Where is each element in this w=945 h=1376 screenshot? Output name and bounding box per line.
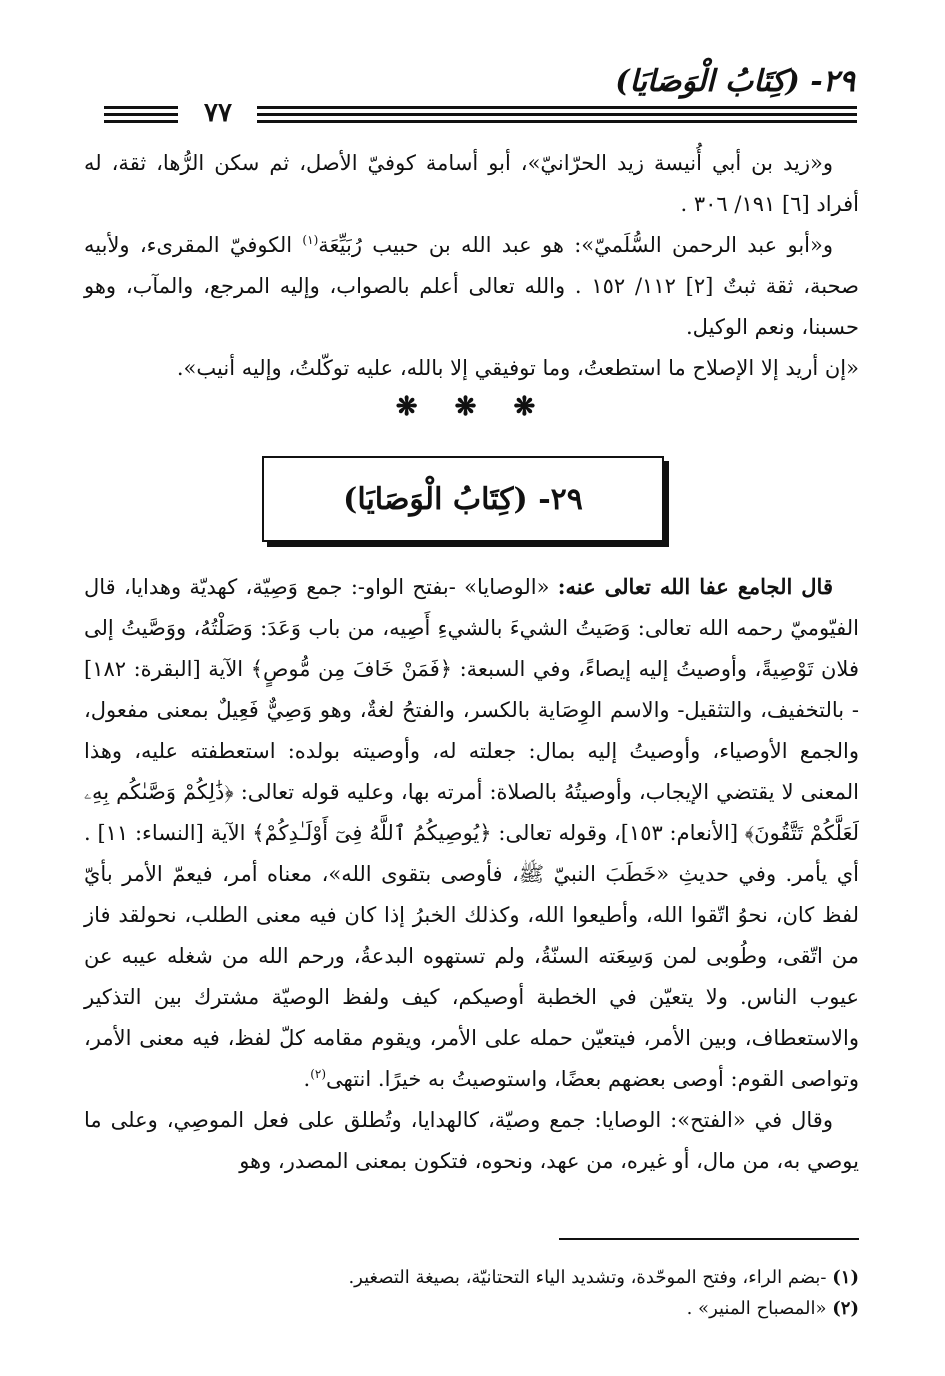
paragraph-quran-quote: «إن أريد إلا الإصلاح ما استطعتُ، وما توفيقي إلا بالله، عليه توكّلتُ، وإليه أنيب».: [176, 356, 859, 380]
footnote-rule: [559, 1238, 859, 1240]
footnote-marker: (٢): [310, 1067, 327, 1081]
lead-bold: قال الجامع عفا الله تعالى عنه:: [557, 574, 833, 599]
header-rule: [104, 113, 178, 116]
footnote-marker: (٢): [832, 1298, 859, 1319]
footnote-marker: (١): [832, 1267, 859, 1288]
main-text-block: [84, 566, 859, 1182]
footnote-item: [84, 1293, 859, 1324]
header-rule: [257, 106, 857, 109]
footnote-marker: (١): [302, 233, 319, 247]
sulami-text-continued: الكوفيّ المقرىء، ولأبيه صحبة، ثقة ثبتٌ [٢] ١١٢/ ١٥٢ . والله تعالى أعلم بالصواب، وإليه المرجع، والمآب، وهو حسبنا، ونعم الوكيل.: [84, 233, 859, 339]
top-text-block: [84, 143, 859, 389]
header-rule: [257, 120, 857, 123]
paragraph-sulami: [84, 225, 859, 348]
main-paragraph-1-end: .: [303, 1067, 311, 1091]
paragraph-zaid: و«زيد بن أبي أُنيسة زيد الحرّانيّ»، أبو أسامة كوفيّ الأصل، ثم سكن الرُّها، ثقة، له أفراد [٦] ١٩١/ ٣٠٦ .: [84, 151, 859, 216]
main-paragraph-1-text: «الوصايا» -بفتح الواو-: جمع وَصِيّة، كهديّة وهدايا، قال الفيّوميّ رحمه الله تعالى: وَصَيتُ الشيءَ بالشيءِ أَصِيه، من باب وَعَدَ: وَصَلْتُهُ، ووَصَّيتُ إلى فلان تَوْصِيةً، وأوصيتُ إليه إيصاءً، وفي السبعة: ﴿فَمَنْ خَافَ مِن مُّوصٍ﴾ الآية [البقرة: ١٨٢] - بالتخفيف، والتثقيل- والاسم الوِصَاية بالكسر، والفتحُ لغةٌ، وهو وَصِيٌّ فَعِيلٌ بمعنى مفعول، والجمع الأوصياء، وأوصيتُ إليه بمال: جعلته له، وأوصيته بولده: استعطفته عليه، وهذا المعنى لا يقتضي الإيجاب، وأوصيتُهُ بالصلاة: أمرته بها، وعليه قوله تعالى: ﴿ذَٰلِكُمْ وَصَّىٰكُم بِهِۦ لَعَلَّكُمْ تَتَّقُونَ﴾ [الأنعام: ١٥٣]، وقوله تعالى: ﴿يُوصِيكُمُ ٱللَّهُ فِىٓ أَوْلَـٰدِكُمْ﴾ الآية [النساء: ١١] . أي يأمر. وفي حديثِ «خَطَبَ النبيّ ﷺ، فأوصى بتقوى الله»، معناه أمر، فيعمّ الأمر بأيّ لفظ كان، نحوُ اتّقوا الله، وأطيعوا الله، وكذلك الخبرُ إذا كان فيه معنى الطلب، نحولقد فاز من اتّقى، وطُوبى لمن وَسِعَته السنّةُ، ولم تستهوه البدعةُ، ورحم الله من شغله عيبه عن عيوب الناس. ولا يتعيّن في الخطبة أوصيكم، كيف ولفظ الوصيّة مشترك بين التذكير والاستعطاف، وبين الأمر، فيتعيّن حمله على الأمر، ويقوم مقامه كلّ لفظ، فيه معنى الأمر، وتواصى القوم: أوصى بعضهم بعضًا، واستوصيتُ به خيرًا. انتهى: [84, 575, 859, 1091]
page-number: ٧٧: [204, 98, 232, 128]
header-rule: [257, 113, 857, 116]
footnote-item: [84, 1262, 859, 1293]
sulami-text: و«أبو عبد الرحمن السُّلَميّ»: هو عبد الله بن حبيب رُبَيِّعَة: [318, 233, 833, 257]
header-rule: [104, 106, 178, 109]
chapter-heading-text: ٢٩- (كِتَابُ الْوَصَايَا): [343, 481, 583, 517]
running-header-title: ٢٩- (كِتَابُ الْوَصَايَا): [615, 64, 855, 99]
footnote-text: «المصباح المنير» .: [686, 1298, 827, 1319]
chapter-heading: [262, 456, 664, 542]
section-divider-stars: ❋ ❋ ❋: [395, 392, 550, 422]
main-paragraph-2: وقال في «الفتح»: الوصايا: جمع وصيّة، كالهدايا، وتُطلق على فعل الموصِي، وعلى ما يوصي به، من مال، أو غيره، من عهد، ونحوه، فتكون بمعنى المصدر، وهو: [84, 1108, 859, 1173]
header-rule: [104, 120, 178, 123]
main-paragraph-1: [84, 566, 859, 1100]
footnotes: [84, 1262, 859, 1324]
footnote-text: -بضم الراء، وفتح الموحّدة، وتشديد الياء التحتانيّة، بصيغة التصغير.: [348, 1267, 827, 1288]
